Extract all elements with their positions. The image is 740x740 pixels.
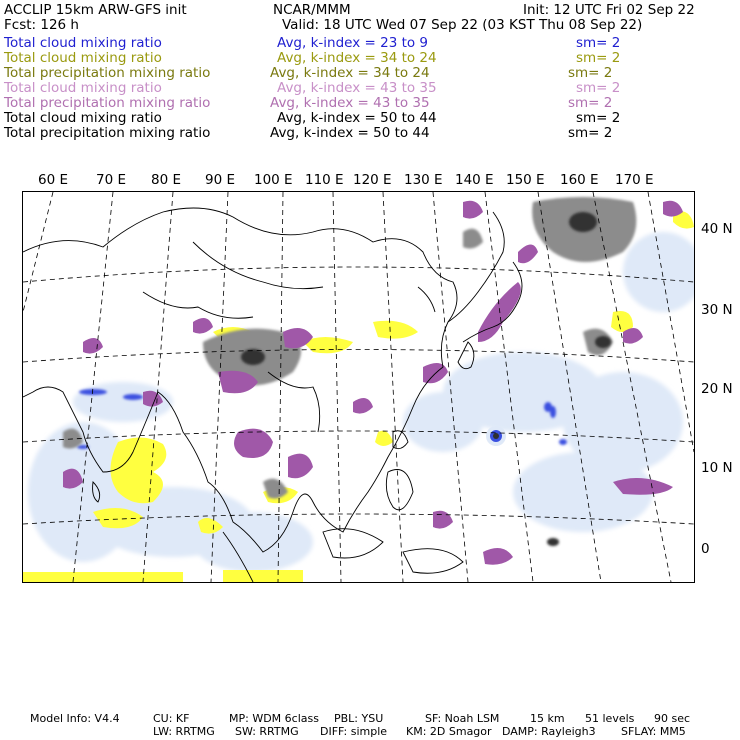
lon-label: 130 E (404, 172, 443, 188)
typhoon-swirl (486, 426, 506, 446)
lat-label: 30 N (701, 302, 733, 318)
lat-label: 10 N (701, 460, 733, 476)
field-sm: sm= 2 (576, 35, 621, 51)
map-canvas (23, 192, 694, 582)
field-sm: sm= 2 (576, 50, 621, 66)
lon-label: 140 E (455, 172, 494, 188)
field-avg: Avg, k-index = 34 to 24 (270, 65, 430, 81)
lon-label: 60 E (38, 172, 68, 188)
field-sm: sm= 2 (576, 80, 621, 96)
lon-label: 70 E (96, 172, 126, 188)
lat-label: 40 N (701, 221, 733, 237)
shortwave-scheme: SW: RRTMG (235, 725, 299, 738)
damping-option: DAMP: Rayleigh3 (502, 725, 596, 738)
lon-label: 170 E (615, 172, 654, 188)
microphysics-scheme: MP: WDM 6class (229, 712, 319, 725)
cumulus-scheme: CU: KF (153, 712, 190, 725)
eddy-coefficient: KM: 2D Smagor (406, 725, 492, 738)
surface-scheme: SF: Noah LSM (425, 712, 500, 725)
field-avg: Avg, k-index = 23 to 9 (277, 35, 429, 51)
model-version: Model Info: V4.4 (30, 712, 120, 725)
field-name: Total cloud mixing ratio (4, 80, 162, 96)
model-title: ACCLIP 15km ARW-GFS init (4, 2, 187, 18)
field-avg: Avg, k-index = 43 to 35 (270, 95, 430, 111)
forecast-hour: Fcst: 126 h (4, 17, 79, 33)
field-name: Total precipitation mixing ratio (4, 95, 211, 111)
vertical-levels: 51 levels (585, 712, 635, 725)
pbl-scheme: PBL: YSU (334, 712, 384, 725)
lon-label: 120 E (353, 172, 392, 188)
field-sm: sm= 2 (568, 125, 613, 141)
lon-label: 150 E (506, 172, 545, 188)
field-sm: sm= 2 (576, 110, 621, 126)
field-avg: Avg, k-index = 34 to 24 (277, 50, 437, 66)
field-sm: sm= 2 (568, 95, 613, 111)
field-sm: sm= 2 (568, 65, 613, 81)
field-avg: Avg, k-index = 50 to 44 (270, 125, 430, 141)
field-name: Total cloud mixing ratio (4, 50, 162, 66)
valid-time: Valid: 18 UTC Wed 07 Sep 22 (03 KST Thu 08 Sep 22) (282, 17, 643, 33)
field-name: Total precipitation mixing ratio (4, 65, 211, 81)
field-avg: Avg, k-index = 50 to 44 (277, 110, 437, 126)
lat-label: 20 N (701, 381, 733, 397)
resolution: 15 km (530, 712, 565, 725)
time-step: 90 sec (654, 712, 691, 725)
lon-label: 100 E (254, 172, 293, 188)
surface-layer-scheme: SFLAY: MM5 (621, 725, 686, 738)
init-time: Init: 12 UTC Fri 02 Sep 22 (523, 2, 695, 18)
lat-label: 0 (701, 541, 710, 557)
diffusion-option: DIFF: simple (320, 725, 388, 738)
longwave-scheme: LW: RRTMG (153, 725, 215, 738)
field-avg: Avg, k-index = 43 to 35 (277, 80, 437, 96)
lon-label: 80 E (151, 172, 181, 188)
field-name: Total precipitation mixing ratio (4, 125, 211, 141)
field-name: Total cloud mixing ratio (4, 110, 162, 126)
organization-label: NCAR/MMM (273, 2, 351, 18)
lon-label: 160 E (560, 172, 599, 188)
lon-label: 110 E (305, 172, 344, 188)
map-panel (22, 191, 695, 583)
lon-label: 90 E (205, 172, 235, 188)
field-name: Total cloud mixing ratio (4, 35, 162, 51)
